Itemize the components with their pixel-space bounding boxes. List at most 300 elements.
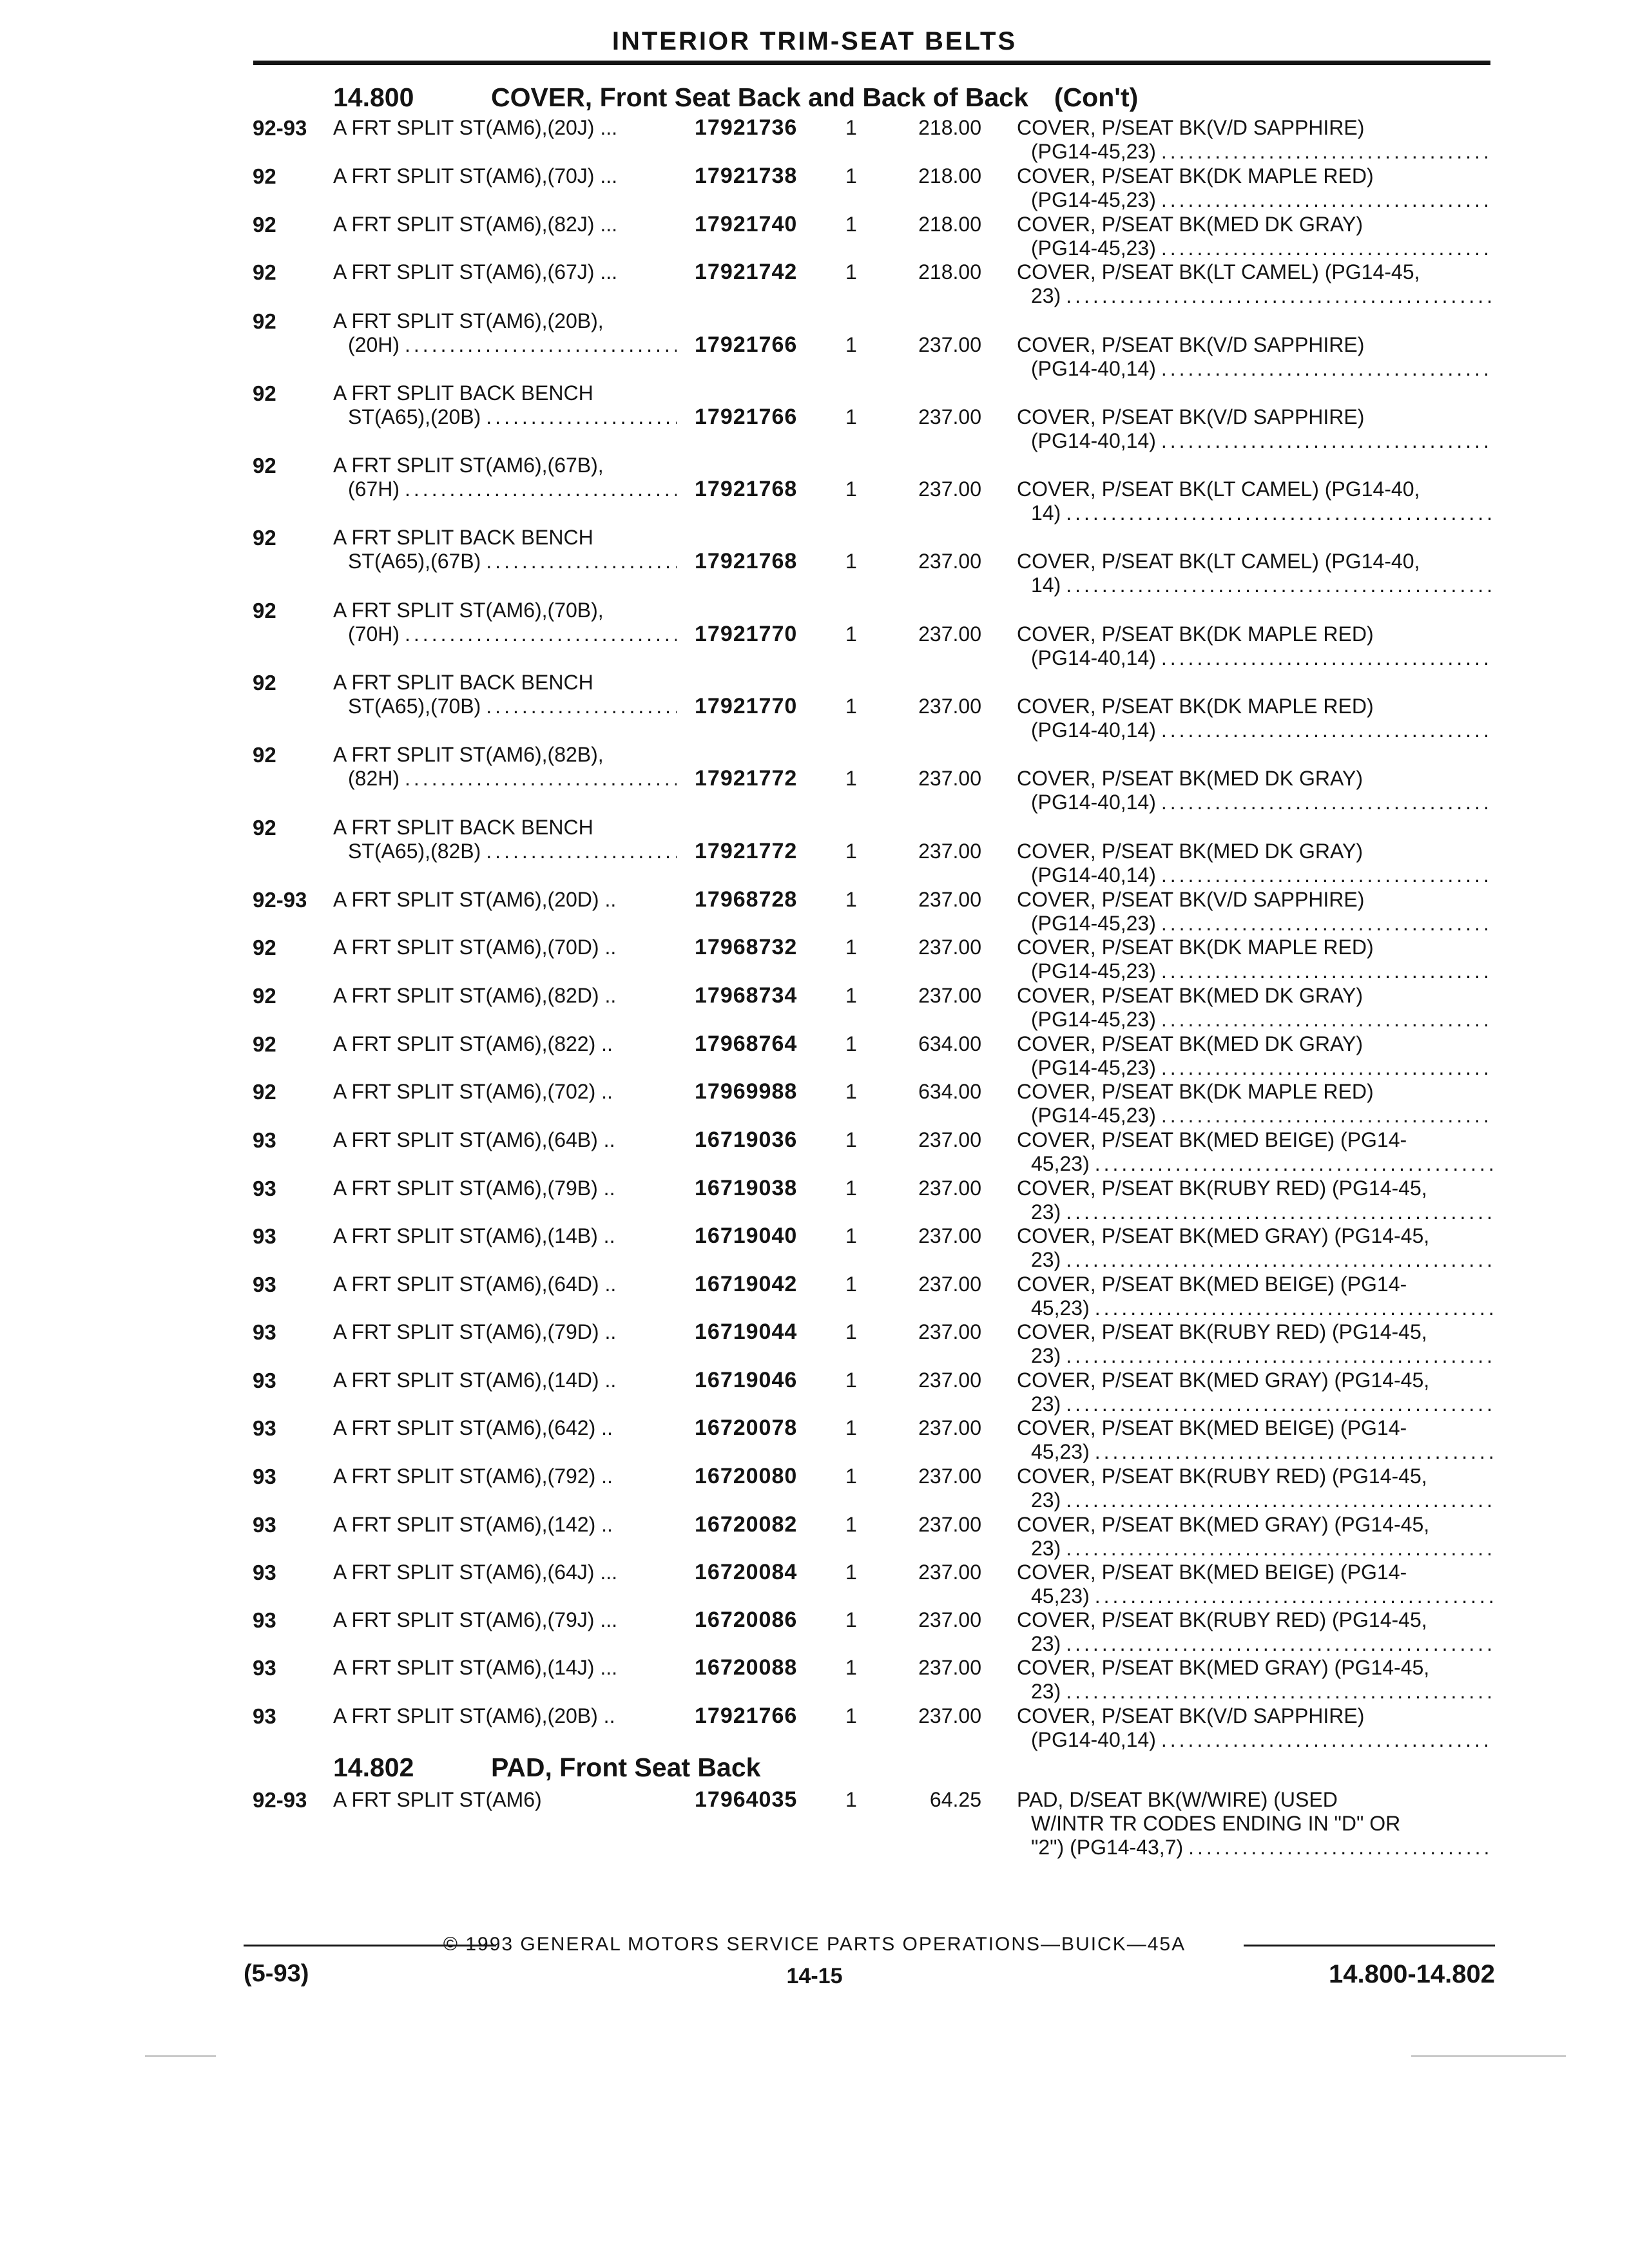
model-year: 93 bbox=[253, 1224, 276, 1248]
section-range: 14.800-14.802 bbox=[1328, 1960, 1495, 1988]
part-description-line: A FRT SPLIT ST(AM6),(20J) ... bbox=[333, 116, 617, 139]
part-description-line: A FRT SPLIT ST(AM6),(67J) ... bbox=[333, 260, 617, 284]
part-note-text: (PG14-45,23) bbox=[1031, 912, 1156, 935]
leader-dots bbox=[1066, 1537, 1494, 1561]
leader-dots bbox=[1095, 1584, 1494, 1608]
model-year: 93 bbox=[253, 1465, 276, 1488]
model-year: 93 bbox=[253, 1416, 276, 1440]
part-number: 17968764 bbox=[695, 1032, 798, 1056]
part-note-text: (PG14-40,14) bbox=[1031, 429, 1156, 452]
quantity: 1 bbox=[845, 116, 857, 139]
leader-dots bbox=[1188, 1836, 1494, 1860]
part-description-line: A FRT SPLIT ST(AM6),(70J) ... bbox=[333, 164, 617, 187]
part-description-line: A FRT SPLIT ST(AM6),(82B), bbox=[333, 743, 604, 766]
part-number: 17921766 bbox=[695, 405, 798, 429]
part-description-line: A FRT SPLIT ST(AM6),(64D) .. bbox=[333, 1273, 617, 1296]
price: 237.00 bbox=[918, 1128, 981, 1151]
part-number: 16719044 bbox=[695, 1320, 798, 1344]
part-note-text: 23) bbox=[1031, 1200, 1061, 1224]
part-note-text: 23) bbox=[1031, 1248, 1061, 1271]
part-note-line bbox=[1031, 959, 1494, 983]
part-note-text: 23) bbox=[1031, 284, 1061, 307]
price: 237.00 bbox=[918, 1656, 981, 1679]
part-description-line: A FRT SPLIT ST(AM6),(642) .. bbox=[333, 1416, 613, 1439]
part-description-line: A FRT SPLIT ST(AM6),(70B), bbox=[333, 599, 604, 622]
part-note-text: (PG14-45,23) bbox=[1031, 236, 1156, 260]
part-note-text: (PG14-40,14) bbox=[1031, 357, 1156, 380]
part-description-line: A FRT SPLIT ST(AM6),(70D) .. bbox=[333, 936, 617, 959]
leader-dots bbox=[1161, 429, 1494, 453]
part-note-line: COVER, P/SEAT BK(RUBY RED) (PG14-45, bbox=[1017, 1465, 1427, 1488]
part-note-line bbox=[1031, 863, 1494, 887]
quantity: 1 bbox=[845, 888, 857, 911]
leader-dots bbox=[1161, 1008, 1494, 1032]
part-description-line: A FRT SPLIT ST(AM6),(82D) .. bbox=[333, 984, 617, 1007]
quantity: 1 bbox=[845, 1032, 857, 1055]
part-description-text: ST(A65),(70B) bbox=[348, 695, 481, 718]
part-note-line bbox=[1031, 1836, 1494, 1860]
part-number: 17921768 bbox=[695, 477, 798, 501]
quantity: 1 bbox=[845, 1416, 857, 1439]
quantity: 1 bbox=[845, 405, 857, 428]
model-year: 92 bbox=[253, 309, 276, 333]
part-note-text: (PG14-45,23) bbox=[1031, 1104, 1156, 1127]
price: 218.00 bbox=[918, 164, 981, 187]
price: 237.00 bbox=[918, 1465, 981, 1488]
part-note-text: 23) bbox=[1031, 1488, 1061, 1512]
part-number: 17968734 bbox=[695, 983, 798, 1008]
leader-dots bbox=[1161, 236, 1494, 260]
part-note-line bbox=[1031, 1632, 1494, 1656]
quantity: 1 bbox=[845, 1224, 857, 1247]
part-description-line: A FRT SPLIT ST(AM6),(79J) ... bbox=[333, 1608, 617, 1631]
leader-dots bbox=[486, 840, 677, 863]
part-note-line bbox=[1031, 1104, 1494, 1128]
part-note-line: COVER, P/SEAT BK(MED BEIGE) (PG14- bbox=[1017, 1561, 1407, 1584]
leader-dots bbox=[1066, 1344, 1494, 1368]
part-description-line bbox=[348, 840, 677, 863]
model-year: 93 bbox=[253, 1608, 276, 1632]
part-note-line: COVER, P/SEAT BK(LT CAMEL) (PG14-45, bbox=[1017, 260, 1420, 284]
part-note-line bbox=[1031, 1584, 1494, 1608]
model-year: 92 bbox=[253, 599, 276, 622]
part-note-text: (PG14-40,14) bbox=[1031, 1728, 1156, 1751]
price: 237.00 bbox=[918, 840, 981, 863]
leader-dots bbox=[1161, 357, 1494, 381]
part-number: 17921740 bbox=[695, 212, 798, 236]
part-note-text: 23) bbox=[1031, 1632, 1061, 1655]
part-note-text: 14) bbox=[1031, 573, 1061, 597]
part-note-text: "2") (PG14-43,7) bbox=[1031, 1836, 1184, 1859]
part-description-line: A FRT SPLIT ST(AM6),(82J) ... bbox=[333, 213, 617, 236]
section-continued-marker: (Con't) bbox=[1054, 82, 1139, 112]
part-note-text: 23) bbox=[1031, 1537, 1061, 1560]
part-note-line: COVER, P/SEAT BK(MED DK GRAY) bbox=[1017, 1032, 1363, 1055]
price: 218.00 bbox=[918, 260, 981, 284]
quantity: 1 bbox=[845, 213, 857, 236]
part-number: 16720088 bbox=[695, 1655, 798, 1680]
part-note-line: COVER, P/SEAT BK(MED DK GRAY) bbox=[1017, 840, 1363, 863]
part-number: 17921772 bbox=[695, 766, 798, 791]
page-title: INTERIOR TRIM-SEAT BELTS bbox=[612, 27, 1017, 55]
price: 237.00 bbox=[918, 1177, 981, 1200]
section-number: 14.802 bbox=[333, 1753, 414, 1782]
quantity: 1 bbox=[845, 936, 857, 959]
leader-dots bbox=[1066, 1248, 1494, 1272]
page-number: 14-15 bbox=[786, 1964, 843, 1988]
part-note-line bbox=[1031, 1056, 1494, 1080]
leader-dots bbox=[1161, 1728, 1494, 1752]
date-code: (5-93) bbox=[244, 1960, 309, 1987]
part-description-line: A FRT SPLIT ST(AM6),(79D) .. bbox=[333, 1320, 617, 1343]
quantity: 1 bbox=[845, 1608, 857, 1631]
leader-dots bbox=[1066, 1632, 1494, 1656]
model-year: 92-93 bbox=[253, 1788, 307, 1812]
part-note-line bbox=[1031, 1152, 1494, 1176]
part-number: 17921738 bbox=[695, 164, 798, 188]
part-note-line: COVER, P/SEAT BK(DK MAPLE RED) bbox=[1017, 164, 1374, 187]
part-note-text: (PG14-45,23) bbox=[1031, 959, 1156, 983]
part-note-line bbox=[1031, 1537, 1494, 1561]
part-note-line bbox=[1031, 912, 1494, 936]
part-note-line bbox=[1031, 357, 1494, 381]
leader-dots bbox=[1161, 912, 1494, 936]
part-note-text: 23) bbox=[1031, 1344, 1061, 1367]
price: 237.00 bbox=[918, 1369, 981, 1392]
quantity: 1 bbox=[845, 840, 857, 863]
part-note-line bbox=[1031, 429, 1494, 453]
model-year: 93 bbox=[253, 1273, 276, 1296]
part-note-line bbox=[1031, 284, 1494, 308]
price: 237.00 bbox=[918, 405, 981, 428]
price: 237.00 bbox=[918, 936, 981, 959]
part-description-text: ST(A65),(20B) bbox=[348, 405, 481, 428]
quantity: 1 bbox=[845, 260, 857, 284]
leader-dots bbox=[486, 550, 677, 573]
quantity: 1 bbox=[845, 1177, 857, 1200]
model-year: 93 bbox=[253, 1561, 276, 1584]
part-number: 16719036 bbox=[695, 1128, 798, 1152]
part-description-text: ST(A65),(82B) bbox=[348, 840, 481, 863]
part-description-line: A FRT SPLIT BACK BENCH bbox=[333, 816, 593, 839]
part-number: 16720082 bbox=[695, 1512, 798, 1537]
part-note-text: 45,23) bbox=[1031, 1296, 1090, 1320]
model-year: 92-93 bbox=[253, 116, 307, 140]
part-description-line bbox=[348, 622, 677, 646]
leader-dots bbox=[1095, 1440, 1494, 1464]
part-description-line: A FRT SPLIT ST(AM6),(64J) ... bbox=[333, 1561, 617, 1584]
leader-dots bbox=[1066, 1488, 1494, 1512]
leader-dots bbox=[1161, 1104, 1494, 1128]
part-note-line bbox=[1031, 1488, 1494, 1512]
leader-dots bbox=[1161, 791, 1494, 814]
leader-dots bbox=[1066, 1680, 1494, 1704]
price: 237.00 bbox=[918, 477, 981, 501]
model-year: 92 bbox=[253, 1080, 276, 1104]
price: 634.00 bbox=[918, 1032, 981, 1055]
quantity: 1 bbox=[845, 477, 857, 501]
part-note-line: COVER, P/SEAT BK(MED BEIGE) (PG14- bbox=[1017, 1128, 1407, 1151]
quantity: 1 bbox=[845, 1320, 857, 1343]
part-note-line: COVER, P/SEAT BK(LT CAMEL) (PG14-40, bbox=[1017, 477, 1420, 501]
part-note-line: COVER, P/SEAT BK(RUBY RED) (PG14-45, bbox=[1017, 1608, 1427, 1631]
part-number: 17964035 bbox=[695, 1787, 798, 1812]
quantity: 1 bbox=[845, 1788, 857, 1811]
model-year: 92 bbox=[253, 260, 276, 284]
part-note-text: 45,23) bbox=[1031, 1152, 1090, 1175]
price: 218.00 bbox=[918, 116, 981, 139]
part-number: 17968728 bbox=[695, 887, 798, 912]
part-number: 17921770 bbox=[695, 694, 798, 718]
price: 237.00 bbox=[918, 1513, 981, 1536]
part-number: 17921736 bbox=[695, 115, 798, 140]
model-year: 93 bbox=[253, 1320, 276, 1344]
part-number: 17921772 bbox=[695, 839, 798, 863]
part-note-line bbox=[1031, 1344, 1494, 1368]
part-description-line: A FRT SPLIT ST(AM6),(64B) .. bbox=[333, 1128, 615, 1151]
part-note-line: COVER, P/SEAT BK(MED BEIGE) (PG14- bbox=[1017, 1273, 1407, 1296]
part-description-text: (67H) bbox=[348, 477, 400, 501]
copyright-line: © 1993 GENERAL MOTORS SERVICE PARTS OPERATIONS—BUICK—45A bbox=[443, 1934, 1186, 1955]
model-year: 92 bbox=[253, 671, 276, 695]
leader-dots bbox=[405, 622, 677, 646]
model-year: 92 bbox=[253, 454, 276, 477]
part-note-text: 45,23) bbox=[1031, 1440, 1090, 1463]
leader-dots bbox=[1161, 863, 1494, 887]
part-description-line: A FRT SPLIT ST(AM6),(14B) .. bbox=[333, 1224, 615, 1247]
section-title-text: PAD, Front Seat Back bbox=[491, 1753, 761, 1782]
part-note-text: (PG14-40,14) bbox=[1031, 863, 1156, 887]
leader-dots bbox=[405, 767, 677, 791]
leader-dots bbox=[1066, 284, 1494, 308]
part-number: 17921768 bbox=[695, 549, 798, 573]
model-year: 92 bbox=[253, 816, 276, 840]
part-note-line bbox=[1031, 188, 1494, 212]
section-title bbox=[491, 1753, 760, 1783]
part-description-line: A FRT SPLIT BACK BENCH bbox=[333, 526, 593, 549]
part-description-line: A FRT SPLIT ST(AM6) bbox=[333, 1788, 542, 1811]
leader-dots bbox=[1161, 718, 1494, 742]
part-description-line: A FRT SPLIT ST(AM6),(702) .. bbox=[333, 1080, 613, 1103]
price: 237.00 bbox=[918, 1608, 981, 1631]
part-note-line: COVER, P/SEAT BK(MED GRAY) (PG14-45, bbox=[1017, 1224, 1430, 1247]
section-number: 14.800 bbox=[333, 82, 414, 112]
part-description-line: A FRT SPLIT ST(AM6),(792) .. bbox=[333, 1465, 613, 1488]
scan-artifact-line bbox=[145, 2055, 216, 2057]
quantity: 1 bbox=[845, 164, 857, 187]
leader-dots bbox=[1066, 573, 1494, 597]
scan-artifact-line bbox=[1411, 2055, 1566, 2057]
part-number: 16719042 bbox=[695, 1272, 798, 1296]
part-number: 17968732 bbox=[695, 935, 798, 959]
leader-dots bbox=[1161, 140, 1494, 164]
price: 237.00 bbox=[918, 888, 981, 911]
part-note-text: (PG14-40,14) bbox=[1031, 791, 1156, 814]
quantity: 1 bbox=[845, 622, 857, 646]
part-note-text: 23) bbox=[1031, 1680, 1061, 1703]
part-number: 16720080 bbox=[695, 1464, 798, 1488]
part-number: 16720084 bbox=[695, 1560, 798, 1584]
part-description-line bbox=[348, 477, 677, 501]
part-note-line: COVER, P/SEAT BK(DK MAPLE RED) bbox=[1017, 622, 1374, 646]
part-number: 16720078 bbox=[695, 1416, 798, 1440]
part-note-text: (PG14-45,23) bbox=[1031, 188, 1156, 211]
part-description-line: A FRT SPLIT ST(AM6),(822) .. bbox=[333, 1032, 613, 1055]
part-note-line: COVER, P/SEAT BK(V/D SAPPHIRE) bbox=[1017, 1704, 1365, 1727]
part-description-text: ST(A65),(67B) bbox=[348, 550, 481, 573]
model-year: 92 bbox=[253, 381, 276, 405]
price: 237.00 bbox=[918, 1273, 981, 1296]
part-note-text: (PG14-45,23) bbox=[1031, 140, 1156, 163]
model-year: 93 bbox=[253, 1513, 276, 1537]
part-note-line bbox=[1031, 1680, 1494, 1704]
quantity: 1 bbox=[845, 1128, 857, 1151]
part-note-line: COVER, P/SEAT BK(RUBY RED) (PG14-45, bbox=[1017, 1320, 1427, 1343]
part-number: 16719046 bbox=[695, 1368, 798, 1392]
part-description-line: A FRT SPLIT ST(AM6),(67B), bbox=[333, 454, 604, 477]
quantity: 1 bbox=[845, 1561, 857, 1584]
part-description-line: A FRT SPLIT BACK BENCH bbox=[333, 671, 593, 694]
part-note-line: COVER, P/SEAT BK(MED DK GRAY) bbox=[1017, 984, 1363, 1007]
part-description-line bbox=[348, 767, 677, 791]
part-note-line: W/INTR TR CODES ENDING IN "D" OR bbox=[1031, 1812, 1401, 1835]
model-year: 93 bbox=[253, 1704, 276, 1728]
part-note-line: COVER, P/SEAT BK(MED GRAY) (PG14-45, bbox=[1017, 1656, 1430, 1679]
quantity: 1 bbox=[845, 1273, 857, 1296]
quantity: 1 bbox=[845, 1080, 857, 1103]
part-note-line: COVER, P/SEAT BK(DK MAPLE RED) bbox=[1017, 1080, 1374, 1103]
part-note-line bbox=[1031, 1200, 1494, 1224]
part-note-line: COVER, P/SEAT BK(MED DK GRAY) bbox=[1017, 767, 1363, 790]
header-rule bbox=[253, 61, 1490, 65]
model-year: 92-93 bbox=[253, 888, 307, 912]
model-year: 92 bbox=[253, 213, 276, 236]
model-year: 92 bbox=[253, 984, 276, 1008]
model-year: 93 bbox=[253, 1177, 276, 1200]
part-description-line: A FRT SPLIT ST(AM6),(142) .. bbox=[333, 1513, 613, 1536]
part-description-line: A FRT SPLIT BACK BENCH bbox=[333, 381, 593, 405]
part-description-line: A FRT SPLIT ST(AM6),(20B), bbox=[333, 309, 604, 332]
price: 634.00 bbox=[918, 1080, 981, 1103]
part-note-line: COVER, P/SEAT BK(V/D SAPPHIRE) bbox=[1017, 116, 1365, 139]
part-number: 16720086 bbox=[695, 1608, 798, 1632]
quantity: 1 bbox=[845, 1369, 857, 1392]
price: 218.00 bbox=[918, 213, 981, 236]
part-number: 17921742 bbox=[695, 260, 798, 284]
part-note-line: COVER, P/SEAT BK(MED GRAY) (PG14-45, bbox=[1017, 1369, 1430, 1392]
quantity: 1 bbox=[845, 333, 857, 356]
quantity: 1 bbox=[845, 1465, 857, 1488]
part-note-text: (PG14-45,23) bbox=[1031, 1056, 1156, 1079]
part-number: 17921766 bbox=[695, 1704, 798, 1728]
leader-dots bbox=[405, 477, 677, 501]
part-note-line: COVER, P/SEAT BK(DK MAPLE RED) bbox=[1017, 695, 1374, 718]
quantity: 1 bbox=[845, 550, 857, 573]
part-description-line: A FRT SPLIT ST(AM6),(20D) .. bbox=[333, 888, 617, 911]
part-note-line: COVER, P/SEAT BK(DK MAPLE RED) bbox=[1017, 936, 1374, 959]
part-note-line bbox=[1031, 501, 1494, 525]
part-note-line: COVER, P/SEAT BK(V/D SAPPHIRE) bbox=[1017, 333, 1365, 356]
leader-dots bbox=[1066, 1392, 1494, 1416]
part-description-text: (70H) bbox=[348, 622, 400, 646]
price: 237.00 bbox=[918, 984, 981, 1007]
quantity: 1 bbox=[845, 1704, 857, 1727]
part-note-text: 23) bbox=[1031, 1392, 1061, 1416]
part-description-line: A FRT SPLIT ST(AM6),(14D) .. bbox=[333, 1369, 617, 1392]
price: 237.00 bbox=[918, 622, 981, 646]
part-description-line: A FRT SPLIT ST(AM6),(14J) ... bbox=[333, 1656, 617, 1679]
part-note-text: (PG14-40,14) bbox=[1031, 718, 1156, 742]
leader-dots bbox=[1161, 1056, 1494, 1080]
leader-dots bbox=[1095, 1296, 1494, 1320]
part-description-line bbox=[348, 550, 677, 573]
leader-dots bbox=[486, 695, 677, 718]
part-note-line bbox=[1031, 1008, 1494, 1032]
price: 237.00 bbox=[918, 1704, 981, 1727]
part-description-line: A FRT SPLIT ST(AM6),(79B) .. bbox=[333, 1177, 615, 1200]
part-note-line bbox=[1031, 646, 1494, 670]
part-number: 17969988 bbox=[695, 1079, 798, 1104]
price: 237.00 bbox=[918, 1416, 981, 1439]
part-note-line: COVER, P/SEAT BK(V/D SAPPHIRE) bbox=[1017, 405, 1365, 428]
price: 237.00 bbox=[918, 333, 981, 356]
part-note-line: COVER, P/SEAT BK(RUBY RED) (PG14-45, bbox=[1017, 1177, 1427, 1200]
leader-dots bbox=[1066, 1200, 1494, 1224]
part-note-line: COVER, P/SEAT BK(MED BEIGE) (PG14- bbox=[1017, 1416, 1407, 1439]
part-note-line: COVER, P/SEAT BK(V/D SAPPHIRE) bbox=[1017, 888, 1365, 911]
part-description-line bbox=[348, 695, 677, 718]
part-note-text: (PG14-45,23) bbox=[1031, 1008, 1156, 1031]
part-note-line bbox=[1031, 1248, 1494, 1272]
part-description-line bbox=[348, 333, 677, 357]
part-note-text: (PG14-40,14) bbox=[1031, 646, 1156, 669]
part-description-line: A FRT SPLIT ST(AM6),(20B) .. bbox=[333, 1704, 615, 1727]
model-year: 92 bbox=[253, 1032, 276, 1056]
part-note-line bbox=[1031, 573, 1494, 597]
part-note-line bbox=[1031, 140, 1494, 164]
part-note-text: 14) bbox=[1031, 501, 1061, 524]
price: 237.00 bbox=[918, 1561, 981, 1584]
model-year: 92 bbox=[253, 936, 276, 959]
leader-dots bbox=[486, 405, 677, 429]
leader-dots bbox=[1161, 646, 1494, 670]
part-note-line: COVER, P/SEAT BK(MED DK GRAY) bbox=[1017, 213, 1363, 236]
part-note-line bbox=[1031, 718, 1494, 742]
price: 237.00 bbox=[918, 1224, 981, 1247]
leader-dots bbox=[1161, 959, 1494, 983]
leader-dots bbox=[405, 333, 677, 357]
part-number: 16719038 bbox=[695, 1176, 798, 1200]
part-note-line bbox=[1031, 236, 1494, 260]
part-note-line bbox=[1031, 1296, 1494, 1320]
part-note-text: 45,23) bbox=[1031, 1584, 1090, 1608]
part-number: 17921770 bbox=[695, 622, 798, 646]
leader-dots bbox=[1066, 501, 1494, 525]
section-title bbox=[491, 82, 1138, 113]
quantity: 1 bbox=[845, 1513, 857, 1536]
part-number: 17921766 bbox=[695, 332, 798, 357]
section-title-text: COVER, Front Seat Back and Back of Back bbox=[491, 82, 1028, 112]
model-year: 93 bbox=[253, 1656, 276, 1680]
model-year: 93 bbox=[253, 1128, 276, 1152]
part-note-line bbox=[1031, 1728, 1494, 1752]
part-note-line: PAD, D/SEAT BK(W/WIRE) (USED bbox=[1017, 1788, 1338, 1811]
quantity: 1 bbox=[845, 1656, 857, 1679]
price: 237.00 bbox=[918, 695, 981, 718]
part-note-line bbox=[1031, 1392, 1494, 1416]
model-year: 92 bbox=[253, 743, 276, 767]
part-description-text: (20H) bbox=[348, 333, 400, 356]
